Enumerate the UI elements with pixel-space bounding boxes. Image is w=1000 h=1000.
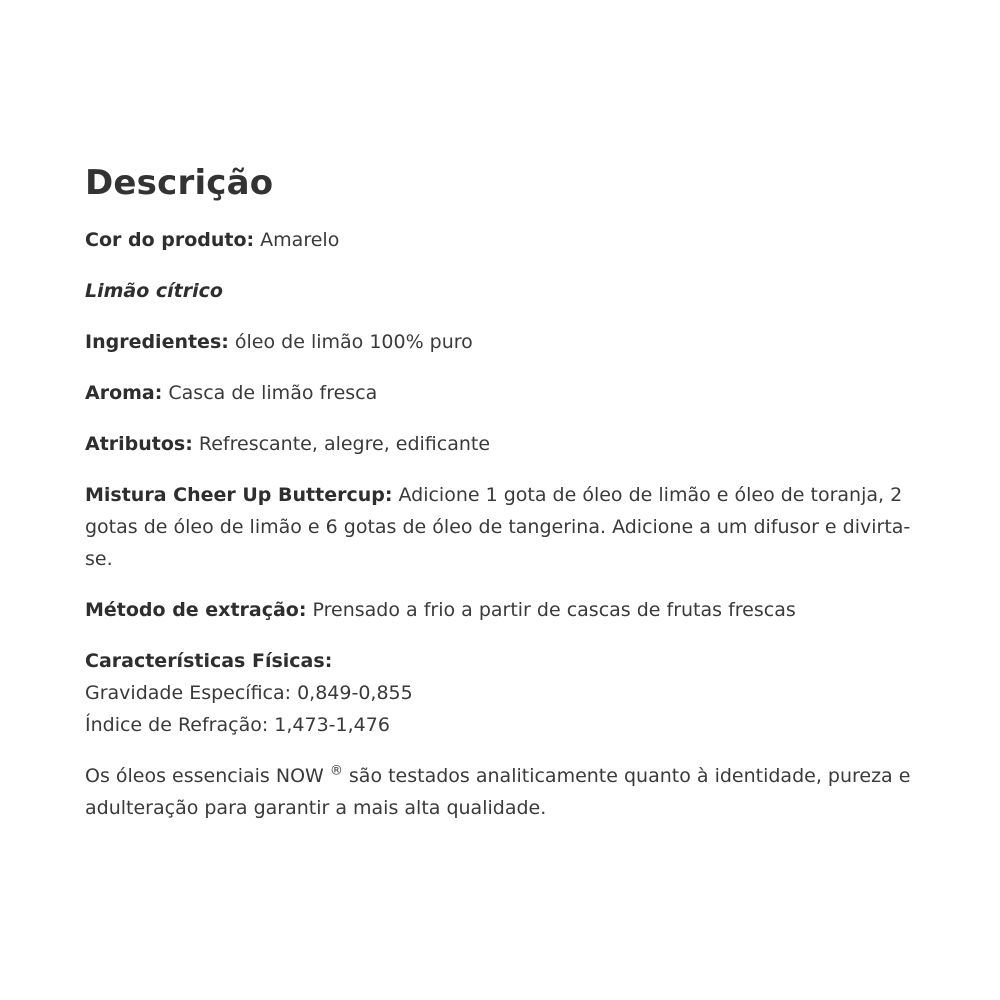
product-color-label: Cor do produto:	[85, 229, 255, 251]
ingredients-label: Ingredientes:	[85, 331, 229, 353]
aroma-label: Aroma:	[85, 382, 163, 404]
product-subtitle-text: Limão cítrico	[85, 280, 223, 302]
registered-mark: ®	[329, 763, 343, 779]
refractive-index: Índice de Refração: 1,473-1,476	[85, 714, 390, 736]
quality-note-before: Os óleos essenciais NOW	[85, 765, 330, 787]
aroma-value: Casca de limão fresca	[162, 382, 378, 404]
ingredients-value: óleo de limão 100% puro	[228, 331, 473, 353]
blend-recipe-label: Mistura Cheer Up Buttercup:	[85, 484, 393, 506]
quality-note-after: são testados analiticamente quanto à identidade, pureza e adulteração para garantir a mais alta qualidade.	[85, 765, 911, 819]
description-section	[85, 158, 925, 843]
specific-gravity: Gravidade Específica: 0,849-0,855	[85, 682, 413, 704]
attributes-label: Atributos:	[85, 433, 193, 455]
product-color-value: Amarelo	[254, 229, 340, 251]
section-title: Descrição	[85, 163, 274, 203]
aroma	[85, 377, 925, 409]
blend-recipe	[85, 479, 925, 575]
ingredients	[85, 326, 925, 358]
blend-recipe-value: Adicione 1 gota de óleo de limão e óleo de toranja, 2 gotas de óleo de limão e 6 gotas de óleo de tangerina. Adicione a um difusor e divirta-se.	[85, 484, 911, 570]
product-subtitle	[85, 275, 925, 307]
physical-characteristics	[85, 645, 925, 741]
extraction-method-label: Método de extração:	[85, 599, 307, 621]
product-color	[85, 224, 925, 256]
extraction-method-value: Prensado a frio a partir de cascas de frutas frescas	[306, 599, 796, 621]
quality-note	[85, 760, 925, 824]
physical-characteristics-label: Características Físicas:	[85, 650, 333, 672]
attributes-value: Refrescante, alegre, edificante	[192, 433, 491, 455]
extraction-method	[85, 594, 925, 626]
attributes	[85, 428, 925, 460]
